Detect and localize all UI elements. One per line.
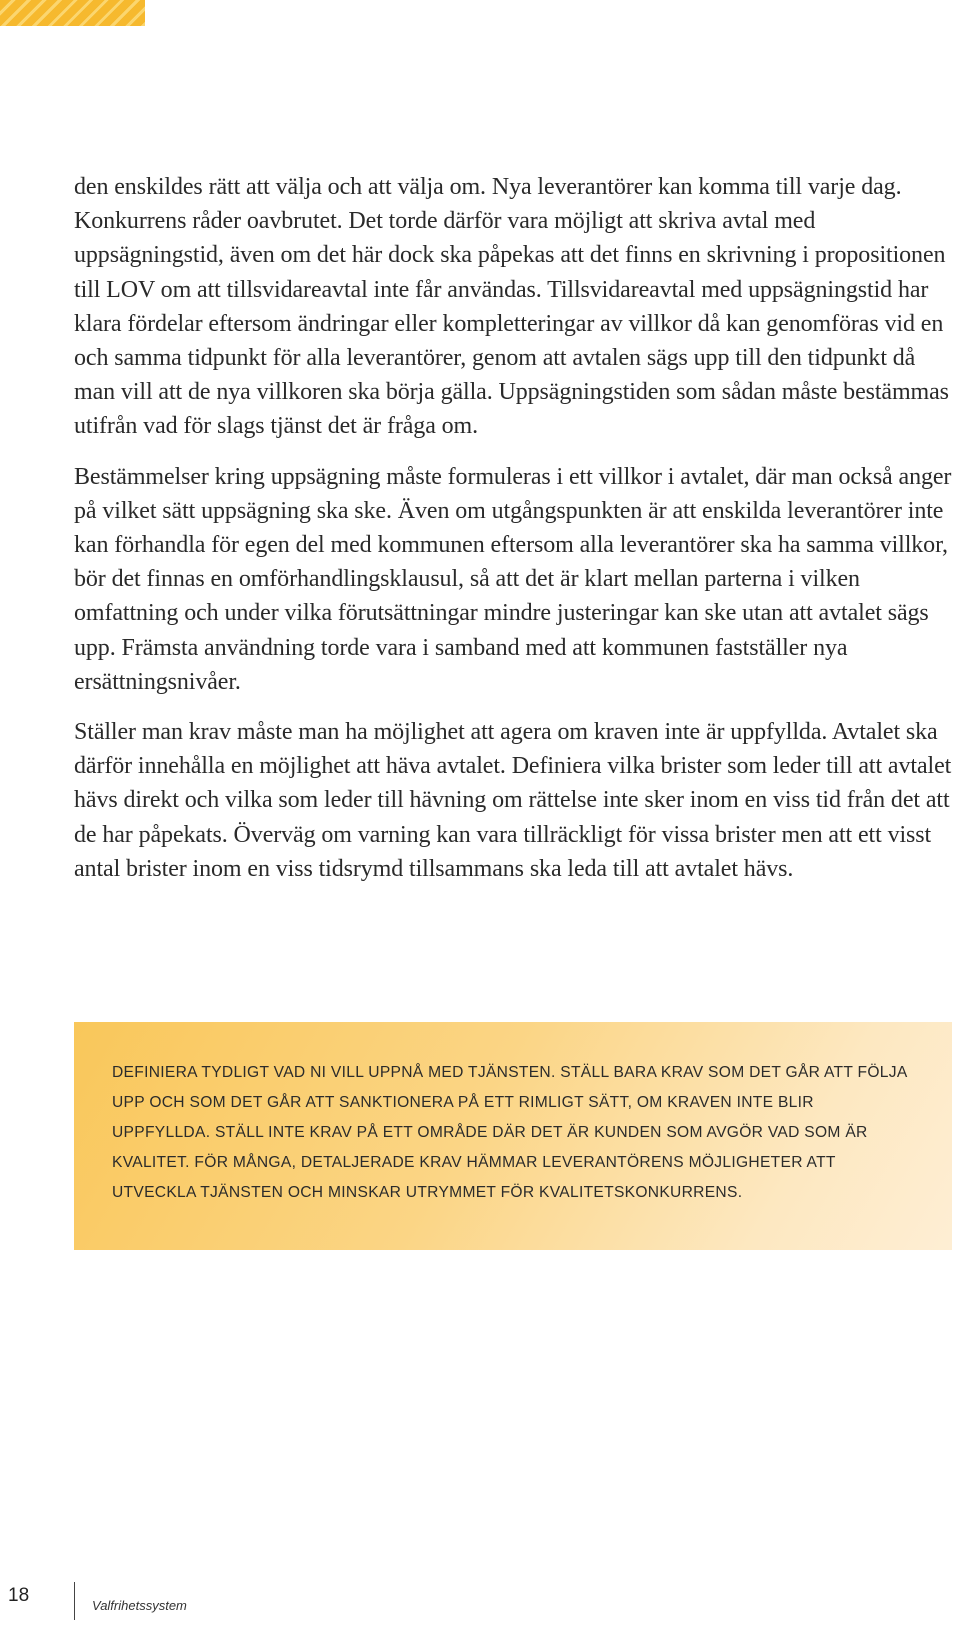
corner-decoration [0,0,145,26]
paragraph-3: Ställer man krav måste man ha möjlighet att agera om kraven inte är uppfyllda. Avtalet ska därför innehålla en möjlighet att häva avtalet. Definiera vilka brister som leder till att avtalet hävs direkt och vilka som leder till hävning om rättelse inte sker inom en viss tid från det att de har påpekats. Överväg om varning kan vara tillräckligt för vissa brister men att ett visst antal brister inom en viss tidsrymd tillsammans ska leda till att avtalet hävs. [74,719,952,882]
footer-title: Valfrihetssystem [92,1598,187,1613]
callout-box [74,1022,952,1250]
page-number: 18 [8,1585,30,1606]
callout-text: DEFINIERA TYDLIGT VAD NI VILL UPPNÅ MED TJÄNSTEN. STÄLL BARA KRAV SOM DET GÅR ATT FÖLJA UPP OCH SOM DET GÅR ATT SANKTIONERA PÅ ETT RIMLIGT SÄTT, OM KRAVEN INTE BLIR UPPFYLLDA. STÄLL INTE KRAV PÅ ETT OMRÅDE DÄR DET ÄR KUNDEN SOM AVGÖR VAD SOM ÄR KVALITET. FÖR MÅNGA, DETALJERADE KRAV HÄMMAR LEVERANTÖRENS MÖJLIGHETER ATT UTVECKLA TJÄNSTEN OCH MINSKAR UTRYMMET FÖR KVALITETSKONKURRENS. [112,1064,907,1201]
body-text [74,170,954,902]
paragraph-1: den enskildes rätt att välja och att välja om. Nya leverantörer kan komma till varje dag. Konkurrens råder oavbrutet. Det torde därför vara möjligt att skriva avtal med uppsägningstid, även om det här dock ska påpekas att det finns en skrivning i propositionen till LOV om att tillsvidareavtal inte får användas. Tillsvidareavtal med uppsägningstid har klara fördelar eftersom ändringar eller kompletteringar av villkor då kan genomföras vid en och samma tidpunkt för alla leverantörer, genom att avtalen sägs upp till den tidpunkt då man vill att de nya villkoren ska börja gälla. Uppsägningstiden som sådan måste bestämmas utifrån vad för slags tjänst det är fråga om. [74,174,949,440]
footer-divider [74,1582,75,1620]
paragraph-2: Bestämmelser kring uppsägning måste formuleras i ett villkor i avtalet, där man också anger på vilket sätt uppsägning ska ske. Även om utgångspunkten är att enskilda leverantörer inte kan förhandla för egen del med kommunen eftersom alla leverantörer ska ha samma villkor, bör det finnas en omförhandlingsklausul, så att det är klart mellan parterna i vilken omfattning och under vilka förutsättningar mindre justeringar kan ske utan att avtalet sägs upp. Främsta användning torde vara i samband med att kommunen fastställer nya ersättningsnivåer. [74,463,952,695]
